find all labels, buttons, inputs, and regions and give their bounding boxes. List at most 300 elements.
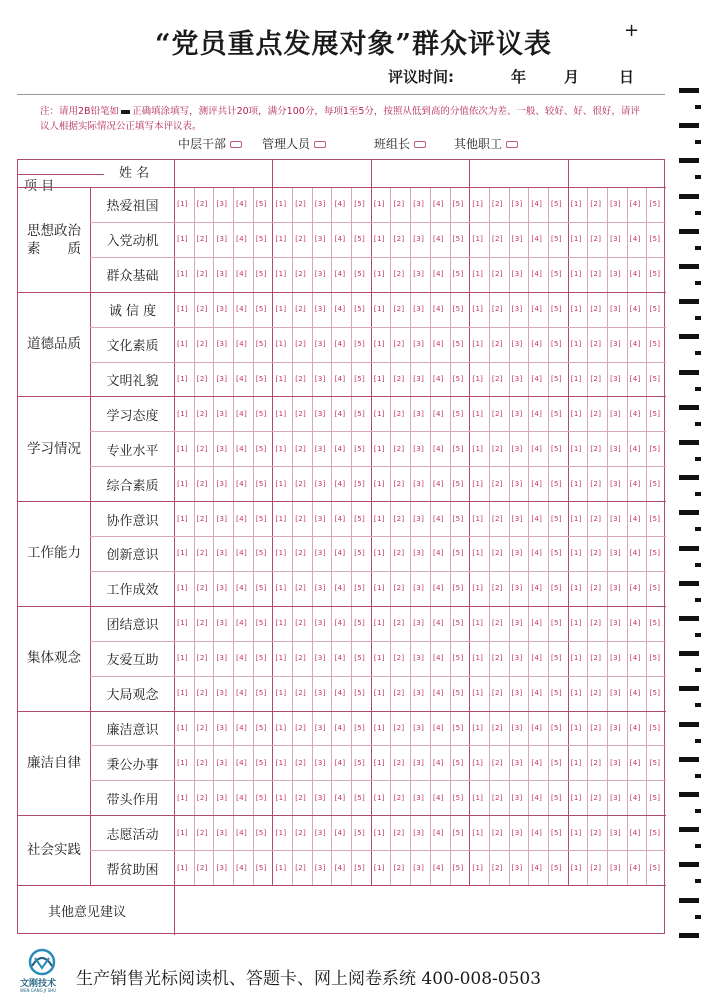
score-option-5[interactable]: [5] xyxy=(451,234,464,244)
score-option-3[interactable]: [3] xyxy=(215,827,228,837)
score-option-4[interactable]: [4] xyxy=(530,478,543,488)
score-option-5[interactable]: [5] xyxy=(254,688,268,698)
score-option-3[interactable]: [3] xyxy=(313,373,327,383)
score-option-1[interactable]: [1] xyxy=(372,722,386,732)
score-option-2[interactable]: [2] xyxy=(392,269,405,279)
score-option-4[interactable]: [4] xyxy=(235,408,248,418)
score-option-3[interactable]: [3] xyxy=(510,757,523,767)
score-option-2[interactable]: [2] xyxy=(589,618,602,628)
score-option-5[interactable]: [5] xyxy=(254,443,268,453)
score-option-4[interactable]: [4] xyxy=(431,234,445,244)
score-option-2[interactable]: [2] xyxy=(294,548,307,558)
score-option-3[interactable]: [3] xyxy=(412,478,425,488)
score-option-1[interactable]: [1] xyxy=(569,339,583,349)
score-option-4[interactable]: [4] xyxy=(333,408,346,418)
score-option-4[interactable]: [4] xyxy=(333,199,346,209)
score-option-4[interactable]: [4] xyxy=(628,513,642,523)
score-option-4[interactable]: [4] xyxy=(333,513,346,523)
score-option-3[interactable]: [3] xyxy=(608,478,622,488)
score-option-2[interactable]: [2] xyxy=(589,548,602,558)
score-option-3[interactable]: [3] xyxy=(608,408,622,418)
score-option-2[interactable]: [2] xyxy=(589,688,602,698)
score-option-5[interactable]: [5] xyxy=(254,269,268,279)
score-option-3[interactable]: [3] xyxy=(608,862,622,872)
score-option-2[interactable]: [2] xyxy=(589,583,602,593)
score-option-5[interactable]: [5] xyxy=(254,339,268,349)
score-option-3[interactable]: [3] xyxy=(510,513,523,523)
score-option-2[interactable]: [2] xyxy=(589,653,602,663)
score-option-1[interactable]: [1] xyxy=(569,373,583,383)
score-option-2[interactable]: [2] xyxy=(392,373,405,383)
score-option-3[interactable]: [3] xyxy=(313,722,327,732)
score-option-3[interactable]: [3] xyxy=(215,199,228,209)
score-option-4[interactable]: [4] xyxy=(333,722,346,732)
score-option-3[interactable]: [3] xyxy=(608,757,622,767)
score-option-5[interactable]: [5] xyxy=(451,478,464,488)
score-option-3[interactable]: [3] xyxy=(608,618,622,628)
score-option-5[interactable]: [5] xyxy=(254,478,268,488)
score-option-4[interactable]: [4] xyxy=(628,548,642,558)
score-option-5[interactable]: [5] xyxy=(648,234,661,244)
score-option-1[interactable]: [1] xyxy=(471,757,484,767)
score-option-5[interactable]: [5] xyxy=(549,513,563,523)
score-option-1[interactable]: [1] xyxy=(176,304,189,314)
score-option-2[interactable]: [2] xyxy=(195,513,209,523)
score-option-5[interactable]: [5] xyxy=(648,583,661,593)
score-option-5[interactable]: [5] xyxy=(451,722,464,732)
score-option-4[interactable]: [4] xyxy=(333,583,346,593)
score-option-1[interactable]: [1] xyxy=(569,304,583,314)
score-option-1[interactable]: [1] xyxy=(372,827,386,837)
score-option-1[interactable]: [1] xyxy=(569,862,583,872)
score-option-2[interactable]: [2] xyxy=(392,653,405,663)
score-option-2[interactable]: [2] xyxy=(490,304,504,314)
score-option-3[interactable]: [3] xyxy=(608,443,622,453)
score-option-5[interactable]: [5] xyxy=(254,408,268,418)
score-option-3[interactable]: [3] xyxy=(608,339,622,349)
score-option-5[interactable]: [5] xyxy=(549,653,563,663)
score-option-1[interactable]: [1] xyxy=(372,548,386,558)
score-option-2[interactable]: [2] xyxy=(294,408,307,418)
score-option-1[interactable]: [1] xyxy=(176,234,189,244)
score-option-1[interactable]: [1] xyxy=(471,688,484,698)
checkbox-mark[interactable] xyxy=(506,141,518,148)
legend-other-staff[interactable] xyxy=(454,135,518,152)
score-option-2[interactable]: [2] xyxy=(392,757,405,767)
score-option-5[interactable]: [5] xyxy=(353,653,366,663)
score-option-4[interactable]: [4] xyxy=(628,583,642,593)
score-option-4[interactable]: [4] xyxy=(530,234,543,244)
score-option-4[interactable]: [4] xyxy=(235,862,248,872)
score-option-2[interactable]: [2] xyxy=(490,757,504,767)
score-option-1[interactable]: [1] xyxy=(372,443,386,453)
score-option-4[interactable]: [4] xyxy=(530,373,543,383)
score-option-4[interactable]: [4] xyxy=(431,862,445,872)
score-option-1[interactable]: [1] xyxy=(176,199,189,209)
score-option-5[interactable]: [5] xyxy=(451,653,464,663)
score-option-1[interactable]: [1] xyxy=(372,339,386,349)
score-option-1[interactable]: [1] xyxy=(569,269,583,279)
score-option-3[interactable]: [3] xyxy=(412,583,425,593)
score-option-2[interactable]: [2] xyxy=(195,408,209,418)
score-option-1[interactable]: [1] xyxy=(471,443,484,453)
score-option-2[interactable]: [2] xyxy=(490,373,504,383)
score-option-1[interactable]: [1] xyxy=(471,618,484,628)
score-option-5[interactable]: [5] xyxy=(648,792,661,802)
score-option-1[interactable]: [1] xyxy=(569,688,583,698)
score-option-3[interactable]: [3] xyxy=(510,722,523,732)
score-option-5[interactable]: [5] xyxy=(353,339,366,349)
score-option-5[interactable]: [5] xyxy=(451,199,464,209)
score-option-1[interactable]: [1] xyxy=(176,478,189,488)
score-option-4[interactable]: [4] xyxy=(628,792,642,802)
score-option-1[interactable]: [1] xyxy=(569,513,583,523)
score-option-3[interactable]: [3] xyxy=(215,234,228,244)
score-option-5[interactable]: [5] xyxy=(451,513,464,523)
score-option-1[interactable]: [1] xyxy=(372,234,386,244)
score-option-1[interactable]: [1] xyxy=(569,443,583,453)
score-option-1[interactable]: [1] xyxy=(274,618,287,628)
score-option-3[interactable]: [3] xyxy=(510,339,523,349)
score-option-3[interactable]: [3] xyxy=(412,513,425,523)
score-option-2[interactable]: [2] xyxy=(195,269,209,279)
score-option-4[interactable]: [4] xyxy=(628,304,642,314)
score-option-2[interactable]: [2] xyxy=(589,827,602,837)
score-option-2[interactable]: [2] xyxy=(490,199,504,209)
score-option-4[interactable]: [4] xyxy=(333,269,346,279)
score-option-5[interactable]: [5] xyxy=(353,583,366,593)
score-option-5[interactable]: [5] xyxy=(451,548,464,558)
score-option-5[interactable]: [5] xyxy=(451,827,464,837)
score-option-5[interactable]: [5] xyxy=(451,373,464,383)
score-option-5[interactable]: [5] xyxy=(451,583,464,593)
score-option-3[interactable]: [3] xyxy=(313,513,327,523)
score-option-4[interactable]: [4] xyxy=(235,339,248,349)
score-option-2[interactable]: [2] xyxy=(392,408,405,418)
score-option-3[interactable]: [3] xyxy=(215,722,228,732)
score-option-4[interactable]: [4] xyxy=(235,827,248,837)
score-option-2[interactable]: [2] xyxy=(294,513,307,523)
score-option-2[interactable]: [2] xyxy=(392,234,405,244)
score-option-5[interactable]: [5] xyxy=(549,583,563,593)
score-option-4[interactable]: [4] xyxy=(333,757,346,767)
score-option-1[interactable]: [1] xyxy=(471,304,484,314)
score-option-5[interactable]: [5] xyxy=(451,269,464,279)
score-option-4[interactable]: [4] xyxy=(530,757,543,767)
score-option-3[interactable]: [3] xyxy=(510,443,523,453)
score-option-1[interactable]: [1] xyxy=(274,827,287,837)
score-option-1[interactable]: [1] xyxy=(176,792,189,802)
score-option-5[interactable]: [5] xyxy=(353,688,366,698)
legend-team-leader[interactable] xyxy=(374,135,426,152)
score-option-2[interactable]: [2] xyxy=(195,722,209,732)
score-option-1[interactable]: [1] xyxy=(176,722,189,732)
score-option-5[interactable]: [5] xyxy=(648,548,661,558)
score-option-4[interactable]: [4] xyxy=(431,792,445,802)
score-option-5[interactable]: [5] xyxy=(549,443,563,453)
score-option-5[interactable]: [5] xyxy=(254,373,268,383)
score-option-5[interactable]: [5] xyxy=(254,304,268,314)
score-option-2[interactable]: [2] xyxy=(195,478,209,488)
score-option-1[interactable]: [1] xyxy=(176,548,189,558)
score-option-3[interactable]: [3] xyxy=(215,513,228,523)
score-option-1[interactable]: [1] xyxy=(274,269,287,279)
score-option-2[interactable]: [2] xyxy=(195,373,209,383)
score-option-2[interactable]: [2] xyxy=(490,443,504,453)
score-option-2[interactable]: [2] xyxy=(294,653,307,663)
score-option-1[interactable]: [1] xyxy=(274,408,287,418)
score-option-5[interactable]: [5] xyxy=(254,722,268,732)
score-option-3[interactable]: [3] xyxy=(510,304,523,314)
score-option-1[interactable]: [1] xyxy=(274,792,287,802)
score-option-3[interactable]: [3] xyxy=(412,443,425,453)
score-option-1[interactable]: [1] xyxy=(569,199,583,209)
score-option-3[interactable]: [3] xyxy=(215,583,228,593)
score-option-2[interactable]: [2] xyxy=(589,478,602,488)
score-option-3[interactable]: [3] xyxy=(608,792,622,802)
checkbox-mark[interactable] xyxy=(414,141,426,148)
score-option-3[interactable]: [3] xyxy=(510,548,523,558)
score-option-5[interactable]: [5] xyxy=(648,513,661,523)
score-option-5[interactable]: [5] xyxy=(648,304,661,314)
score-option-5[interactable]: [5] xyxy=(353,373,366,383)
score-option-2[interactable]: [2] xyxy=(392,827,405,837)
score-option-5[interactable]: [5] xyxy=(353,618,366,628)
score-option-4[interactable]: [4] xyxy=(431,373,445,383)
score-option-3[interactable]: [3] xyxy=(412,827,425,837)
score-option-4[interactable]: [4] xyxy=(235,199,248,209)
score-option-3[interactable]: [3] xyxy=(412,304,425,314)
score-option-4[interactable]: [4] xyxy=(333,618,346,628)
score-option-5[interactable]: [5] xyxy=(549,373,563,383)
score-option-2[interactable]: [2] xyxy=(294,618,307,628)
score-option-3[interactable]: [3] xyxy=(412,862,425,872)
score-option-2[interactable]: [2] xyxy=(392,792,405,802)
score-option-2[interactable]: [2] xyxy=(490,339,504,349)
score-option-5[interactable]: [5] xyxy=(648,757,661,767)
score-option-1[interactable]: [1] xyxy=(471,408,484,418)
score-option-5[interactable]: [5] xyxy=(648,408,661,418)
score-option-1[interactable]: [1] xyxy=(569,792,583,802)
score-option-3[interactable]: [3] xyxy=(412,757,425,767)
score-option-1[interactable]: [1] xyxy=(274,688,287,698)
score-option-5[interactable]: [5] xyxy=(254,513,268,523)
score-option-5[interactable]: [5] xyxy=(648,722,661,732)
score-option-5[interactable]: [5] xyxy=(648,443,661,453)
score-option-2[interactable]: [2] xyxy=(294,304,307,314)
score-option-2[interactable]: [2] xyxy=(490,688,504,698)
score-option-2[interactable]: [2] xyxy=(294,827,307,837)
score-option-2[interactable]: [2] xyxy=(392,443,405,453)
score-option-3[interactable]: [3] xyxy=(215,408,228,418)
score-option-2[interactable]: [2] xyxy=(392,862,405,872)
score-option-5[interactable]: [5] xyxy=(549,792,563,802)
score-option-3[interactable]: [3] xyxy=(215,373,228,383)
score-option-2[interactable]: [2] xyxy=(392,304,405,314)
score-option-5[interactable]: [5] xyxy=(549,339,563,349)
score-option-4[interactable]: [4] xyxy=(235,513,248,523)
score-option-1[interactable]: [1] xyxy=(372,583,386,593)
score-option-1[interactable]: [1] xyxy=(176,339,189,349)
score-option-4[interactable]: [4] xyxy=(235,722,248,732)
score-option-4[interactable]: [4] xyxy=(431,548,445,558)
score-option-5[interactable]: [5] xyxy=(549,548,563,558)
score-option-5[interactable]: [5] xyxy=(451,443,464,453)
score-option-1[interactable]: [1] xyxy=(372,618,386,628)
score-option-5[interactable]: [5] xyxy=(353,862,366,872)
score-option-2[interactable]: [2] xyxy=(490,653,504,663)
score-option-4[interactable]: [4] xyxy=(235,757,248,767)
score-option-3[interactable]: [3] xyxy=(510,373,523,383)
score-option-2[interactable]: [2] xyxy=(589,513,602,523)
score-option-4[interactable]: [4] xyxy=(431,269,445,279)
score-option-1[interactable]: [1] xyxy=(372,513,386,523)
score-option-5[interactable]: [5] xyxy=(254,792,268,802)
score-option-3[interactable]: [3] xyxy=(608,199,622,209)
score-option-4[interactable]: [4] xyxy=(530,304,543,314)
score-option-2[interactable]: [2] xyxy=(490,408,504,418)
score-option-1[interactable]: [1] xyxy=(372,304,386,314)
score-option-2[interactable]: [2] xyxy=(195,757,209,767)
score-option-4[interactable]: [4] xyxy=(431,618,445,628)
score-option-1[interactable]: [1] xyxy=(274,583,287,593)
score-option-4[interactable]: [4] xyxy=(530,269,543,279)
score-option-4[interactable]: [4] xyxy=(530,199,543,209)
score-option-4[interactable]: [4] xyxy=(431,583,445,593)
score-option-5[interactable]: [5] xyxy=(353,408,366,418)
score-option-2[interactable]: [2] xyxy=(294,443,307,453)
score-option-4[interactable]: [4] xyxy=(628,269,642,279)
score-option-4[interactable]: [4] xyxy=(530,722,543,732)
score-option-3[interactable]: [3] xyxy=(313,548,327,558)
score-option-4[interactable]: [4] xyxy=(530,513,543,523)
score-option-3[interactable]: [3] xyxy=(608,722,622,732)
score-option-1[interactable]: [1] xyxy=(471,478,484,488)
score-option-2[interactable]: [2] xyxy=(294,688,307,698)
score-option-4[interactable]: [4] xyxy=(431,199,445,209)
score-option-4[interactable]: [4] xyxy=(235,653,248,663)
score-option-5[interactable]: [5] xyxy=(353,199,366,209)
score-option-1[interactable]: [1] xyxy=(274,373,287,383)
score-option-3[interactable]: [3] xyxy=(412,408,425,418)
score-option-1[interactable]: [1] xyxy=(274,478,287,488)
score-option-3[interactable]: [3] xyxy=(215,653,228,663)
score-option-1[interactable]: [1] xyxy=(372,792,386,802)
score-option-4[interactable]: [4] xyxy=(235,269,248,279)
score-option-3[interactable]: [3] xyxy=(215,478,228,488)
score-option-2[interactable]: [2] xyxy=(294,862,307,872)
score-option-2[interactable]: [2] xyxy=(294,583,307,593)
score-option-1[interactable]: [1] xyxy=(274,757,287,767)
score-option-1[interactable]: [1] xyxy=(372,862,386,872)
score-option-3[interactable]: [3] xyxy=(608,234,622,244)
score-option-3[interactable]: [3] xyxy=(412,199,425,209)
score-option-2[interactable]: [2] xyxy=(589,234,602,244)
score-option-1[interactable]: [1] xyxy=(471,269,484,279)
score-option-5[interactable]: [5] xyxy=(451,304,464,314)
score-option-3[interactable]: [3] xyxy=(608,373,622,383)
score-option-1[interactable]: [1] xyxy=(372,199,386,209)
score-option-5[interactable]: [5] xyxy=(549,862,563,872)
score-option-2[interactable]: [2] xyxy=(195,199,209,209)
score-option-1[interactable]: [1] xyxy=(471,199,484,209)
score-option-5[interactable]: [5] xyxy=(549,234,563,244)
score-option-5[interactable]: [5] xyxy=(451,618,464,628)
score-option-3[interactable]: [3] xyxy=(510,408,523,418)
checkbox-mark[interactable] xyxy=(314,141,326,148)
score-option-2[interactable]: [2] xyxy=(490,269,504,279)
score-option-4[interactable]: [4] xyxy=(235,618,248,628)
score-option-3[interactable]: [3] xyxy=(608,304,622,314)
score-option-4[interactable]: [4] xyxy=(333,339,346,349)
score-option-2[interactable]: [2] xyxy=(195,862,209,872)
score-option-4[interactable]: [4] xyxy=(628,862,642,872)
score-option-4[interactable]: [4] xyxy=(333,234,346,244)
score-option-4[interactable]: [4] xyxy=(333,688,346,698)
score-option-1[interactable]: [1] xyxy=(569,548,583,558)
score-option-1[interactable]: [1] xyxy=(176,583,189,593)
score-option-3[interactable]: [3] xyxy=(313,792,327,802)
score-option-2[interactable]: [2] xyxy=(195,653,209,663)
score-option-4[interactable]: [4] xyxy=(235,234,248,244)
score-option-1[interactable]: [1] xyxy=(274,199,287,209)
score-option-5[interactable]: [5] xyxy=(648,199,661,209)
score-option-5[interactable]: [5] xyxy=(648,478,661,488)
score-option-3[interactable]: [3] xyxy=(313,653,327,663)
score-option-5[interactable]: [5] xyxy=(549,722,563,732)
score-option-2[interactable]: [2] xyxy=(490,827,504,837)
score-option-1[interactable]: [1] xyxy=(274,862,287,872)
score-option-1[interactable]: [1] xyxy=(274,304,287,314)
score-option-2[interactable]: [2] xyxy=(392,618,405,628)
score-option-4[interactable]: [4] xyxy=(628,199,642,209)
score-option-3[interactable]: [3] xyxy=(215,443,228,453)
score-option-4[interactable]: [4] xyxy=(431,304,445,314)
score-option-1[interactable]: [1] xyxy=(372,373,386,383)
score-option-5[interactable]: [5] xyxy=(353,722,366,732)
score-option-1[interactable]: [1] xyxy=(372,478,386,488)
score-option-2[interactable]: [2] xyxy=(392,688,405,698)
score-option-2[interactable]: [2] xyxy=(589,757,602,767)
score-option-4[interactable]: [4] xyxy=(530,408,543,418)
score-option-4[interactable]: [4] xyxy=(235,548,248,558)
score-option-2[interactable]: [2] xyxy=(589,304,602,314)
score-option-3[interactable]: [3] xyxy=(608,653,622,663)
score-option-3[interactable]: [3] xyxy=(510,618,523,628)
score-option-3[interactable]: [3] xyxy=(313,757,327,767)
score-option-1[interactable]: [1] xyxy=(274,234,287,244)
score-option-2[interactable]: [2] xyxy=(294,722,307,732)
score-option-5[interactable]: [5] xyxy=(451,339,464,349)
score-option-4[interactable]: [4] xyxy=(235,792,248,802)
score-option-5[interactable]: [5] xyxy=(353,478,366,488)
score-option-1[interactable]: [1] xyxy=(569,653,583,663)
score-option-1[interactable]: [1] xyxy=(274,548,287,558)
score-option-5[interactable]: [5] xyxy=(648,618,661,628)
score-option-4[interactable]: [4] xyxy=(628,688,642,698)
score-option-5[interactable]: [5] xyxy=(254,583,268,593)
score-option-4[interactable]: [4] xyxy=(235,688,248,698)
score-option-2[interactable]: [2] xyxy=(490,583,504,593)
score-option-4[interactable]: [4] xyxy=(235,583,248,593)
score-option-4[interactable]: [4] xyxy=(628,653,642,663)
score-option-3[interactable]: [3] xyxy=(412,234,425,244)
score-option-3[interactable]: [3] xyxy=(510,234,523,244)
score-option-4[interactable]: [4] xyxy=(628,408,642,418)
score-option-5[interactable]: [5] xyxy=(353,827,366,837)
score-option-2[interactable]: [2] xyxy=(392,199,405,209)
score-option-2[interactable]: [2] xyxy=(589,792,602,802)
